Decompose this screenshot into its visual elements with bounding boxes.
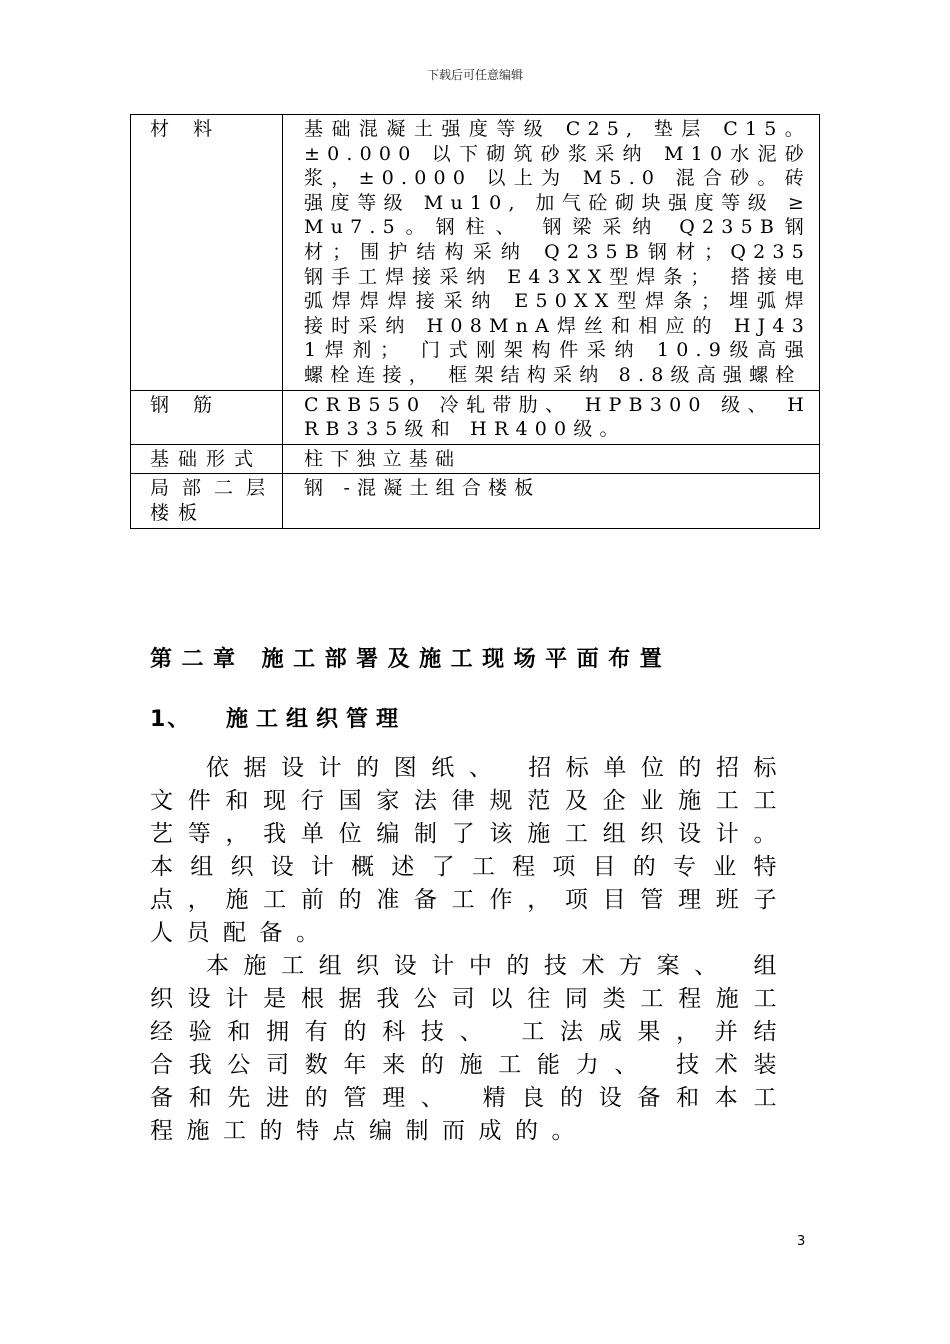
section-heading [150, 702, 790, 733]
table-row [131, 444, 820, 474]
row-label: 局部二层楼板 [131, 474, 283, 528]
section-title: 施工组织管理 [226, 707, 407, 732]
body-text [150, 752, 790, 1148]
row-value: 柱下独立基础 [283, 444, 820, 474]
row-value: 基础混凝土强度等级 C25, 垫层 C15。 ±0.000 以下砌筑砂浆采纳 M10水泥砂浆，±0.000 以上为 M5.0 混合砂。砖强度等级 Mu10, 加气砼砌块强度等级 ≥ Mu7.5。钢柱、 钢梁采纳 Q235B钢材；围护结构采纳 Q235B钢材；Q235 钢手工焊接采纳 E43XX型焊条； 搭接电弧焊焊焊接采纳 E50XX型焊条；埋弧焊接时采纳 H08MnA焊丝和相应的 HJ431焊剂； 门式刚架构件采纳 10.9级高强螺栓连接， 框架结构采纳 8.8级高强螺栓 [283, 115, 820, 391]
row-label: 基础形式 [131, 444, 283, 474]
page-number: 3 [797, 1234, 806, 1249]
row-value: 钢 -混凝土组合楼板 [283, 474, 820, 528]
section-number: 1、 [150, 707, 192, 732]
table-row [131, 390, 820, 444]
chapter-title: 第二章 施工部署及施工现场平面布置 [150, 647, 672, 672]
row-label: 钢 筋 [131, 390, 283, 444]
row-label: 材 料 [131, 115, 283, 391]
table-row [131, 115, 820, 391]
header-note: 下载后可任意编辑 [426, 68, 523, 82]
table-row [131, 474, 820, 528]
paragraph: 依据设计的图纸、 招标单位的招标文件和现行国家法律规范及企业施工工艺等，我单位编制了该施工组织设计。本组织设计概述了工程项目的专业特点，施工前的准备工作，项目管理班子人员配备。 [150, 755, 790, 946]
spec-table [130, 114, 820, 529]
row-value: CRB550 冷轧带肋、 HPB300 级、 HRB335级和 HR400级。 [283, 390, 820, 444]
paragraph: 本施工组织设计中的技术方案、 组织设计是根据我公司以往同类工程施工经验和拥有的科技、 工法成果，并结合我公司数年来的施工能力、 技术装备和先进的管理、 精良的设备和本工程施工的特点编制而成的。 [150, 953, 790, 1144]
